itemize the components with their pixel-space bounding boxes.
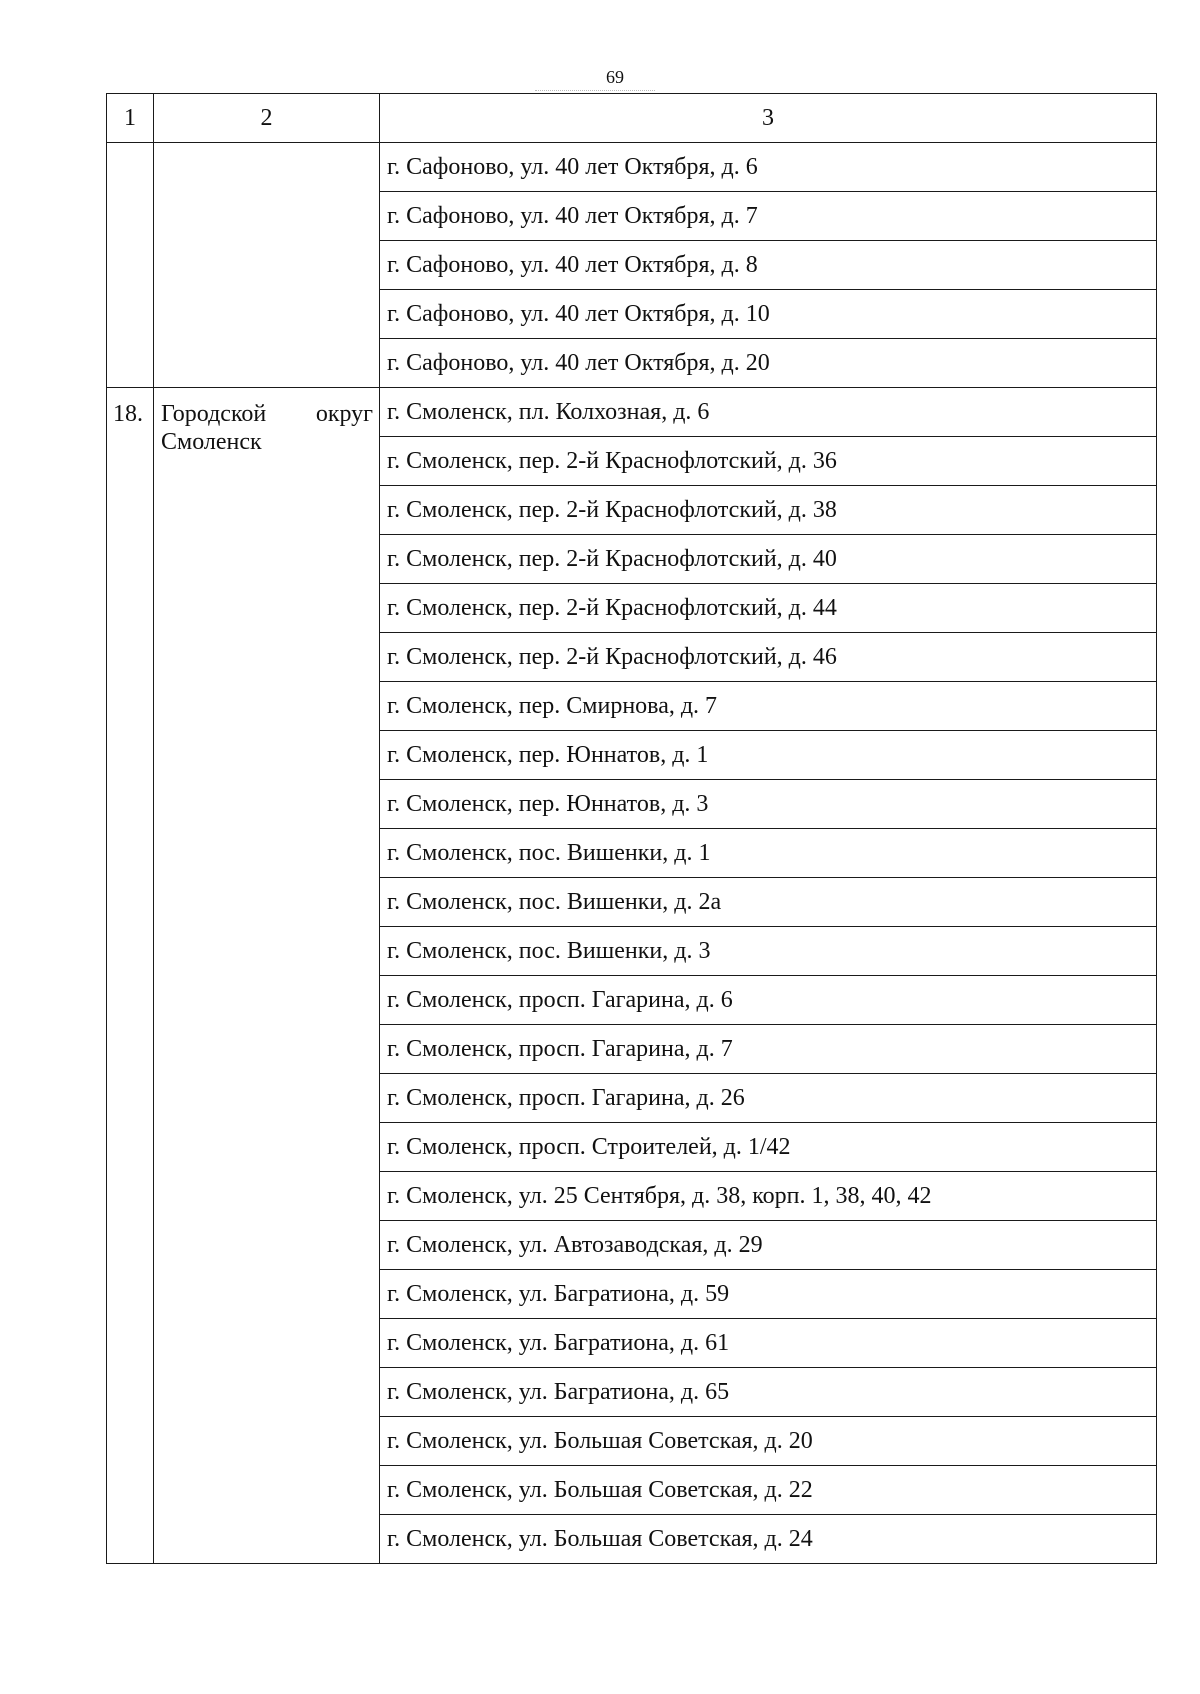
address-cell: г. Смоленск, пер. Юннатов, д. 1: [380, 731, 1157, 780]
page-number-divider: [535, 90, 655, 91]
address-cell: г. Смоленск, ул. Большая Советская, д. 24: [380, 1515, 1157, 1564]
column-header-3: 3: [380, 94, 1157, 143]
address-cell: г. Сафоново, ул. 40 лет Октября, д. 8: [380, 241, 1157, 290]
address-cell: г. Смоленск, просп. Гагарина, д. 7: [380, 1025, 1157, 1074]
address-cell: г. Смоленск, пер. Юннатов, д. 3: [380, 780, 1157, 829]
item-number-cell: 18.: [107, 388, 154, 1564]
column-header-1: 1: [107, 94, 154, 143]
municipality-name-cell: [154, 388, 380, 1564]
address-cell: г. Смоленск, просп. Гагарина, д. 26: [380, 1074, 1157, 1123]
municipality-name-line-2: Смоленск: [161, 429, 262, 455]
address-cell: г. Смоленск, пер. Смирнова, д. 7: [380, 682, 1157, 731]
item-number-cell: [107, 143, 154, 388]
address-cell: г. Смоленск, пер. 2-й Краснофлотский, д. 40: [380, 535, 1157, 584]
municipality-name-line-1: [161, 400, 373, 428]
table-row: [107, 143, 1157, 192]
address-cell: г. Сафоново, ул. 40 лет Октября, д. 7: [380, 192, 1157, 241]
address-cell: г. Смоленск, ул. Большая Советская, д. 20: [380, 1417, 1157, 1466]
table-header-row: [107, 94, 1157, 143]
address-cell: г. Смоленск, пос. Вишенки, д. 1: [380, 829, 1157, 878]
address-cell: г. Смоленск, ул. 25 Сентября, д. 38, корп. 1, 38, 40, 42: [380, 1172, 1157, 1221]
table-row: [107, 388, 1157, 437]
page-number: 69: [606, 67, 624, 87]
address-cell: г. Смоленск, ул. Багратиона, д. 59: [380, 1270, 1157, 1319]
address-cell: г. Смоленск, пер. 2-й Краснофлотский, д. 36: [380, 437, 1157, 486]
address-cell: г. Смоленск, ул. Автозаводская, д. 29: [380, 1221, 1157, 1270]
address-cell: г. Смоленск, ул. Багратиона, д. 61: [380, 1319, 1157, 1368]
municipality-name-word-2: округ: [315, 401, 373, 427]
municipality-name-cell: [154, 143, 380, 388]
table-body: [107, 94, 1157, 1564]
address-cell: г. Смоленск, пер. 2-й Краснофлотский, д. 44: [380, 584, 1157, 633]
address-cell: г. Смоленск, пл. Колхозная, д. 6: [380, 388, 1157, 437]
municipality-name-word-1: Городской: [161, 401, 267, 427]
address-cell: г. Смоленск, просп. Гагарина, д. 6: [380, 976, 1157, 1025]
address-cell: г. Смоленск, просп. Строителей, д. 1/42: [380, 1123, 1157, 1172]
address-cell: г. Смоленск, пос. Вишенки, д. 2а: [380, 878, 1157, 927]
address-table: [106, 93, 1157, 1564]
address-cell: г. Сафоново, ул. 40 лет Октября, д. 10: [380, 290, 1157, 339]
address-cell: г. Смоленск, ул. Большая Советская, д. 22: [380, 1466, 1157, 1515]
address-cell: г. Смоленск, пер. 2-й Краснофлотский, д. 38: [380, 486, 1157, 535]
address-cell: г. Смоленск, пос. Вишенки, д. 3: [380, 927, 1157, 976]
address-cell: г. Смоленск, ул. Багратиона, д. 65: [380, 1368, 1157, 1417]
address-cell: г. Сафоново, ул. 40 лет Октября, д. 20: [380, 339, 1157, 388]
address-cell: г. Смоленск, пер. 2-й Краснофлотский, д. 46: [380, 633, 1157, 682]
address-cell: г. Сафоново, ул. 40 лет Октября, д. 6: [380, 143, 1157, 192]
column-header-2: 2: [154, 94, 380, 143]
